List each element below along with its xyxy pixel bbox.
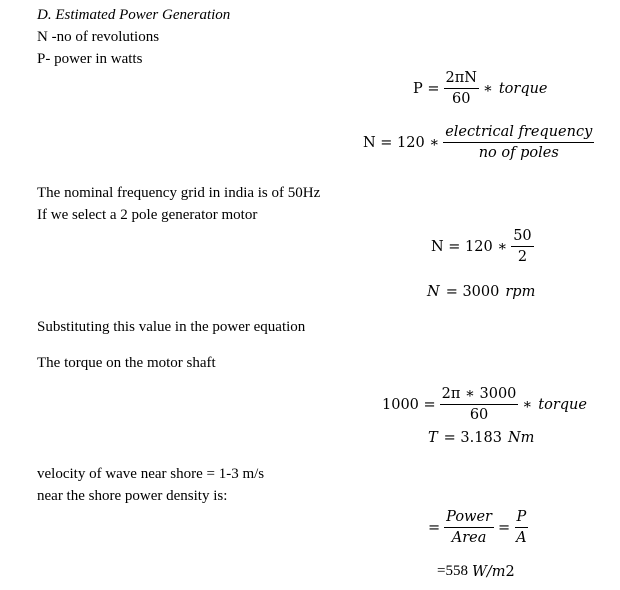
density-denominator-area: Area [451, 530, 487, 546]
power-equation-rhs: torque [498, 80, 548, 97]
torque-result [428, 430, 534, 446]
torque-result-unit: Nm [507, 430, 535, 446]
torque-equation-denominator: 60 [469, 407, 489, 423]
density-numerator-p: P [515, 509, 529, 528]
paragraph-density: near the shore power density is: [37, 488, 228, 504]
density-result-exponent: 2 [505, 563, 515, 580]
speed-result-value: = 3000 [445, 284, 500, 300]
power-equation-lhs: P = [413, 80, 440, 97]
speed-equation-fraction [443, 124, 594, 161]
torque-equation-operator: ∗ [522, 396, 533, 413]
density-result-unit: W/m [471, 563, 506, 580]
speed-equation-lhs: N = 120 ∗ [363, 134, 440, 151]
paragraph-substituting: Substituting this value in the power equation [37, 319, 306, 335]
speed-calc-numerator: 50 [511, 228, 533, 247]
speed-equation [363, 124, 598, 161]
speed-result [427, 284, 535, 300]
density-result-value: =558 [437, 563, 468, 579]
definition-p: P- power in watts [37, 51, 143, 67]
torque-equation-lhs: 1000 = [382, 396, 436, 413]
paragraph-pole: If we select a 2 pole generator motor [37, 207, 258, 223]
density-denominator-a: A [516, 530, 527, 546]
paragraph-velocity: velocity of wave near shore = 1-3 m/s [37, 466, 265, 482]
density-equation-eq1: = [428, 519, 441, 536]
density-fraction-power-area [444, 509, 494, 546]
density-numerator-power: Power [444, 509, 494, 528]
speed-result-lhs: N [427, 284, 440, 300]
power-equation-operator: ∗ [482, 80, 493, 97]
torque-result-value: = 3.183 [443, 430, 502, 446]
torque-equation-numerator: 2π ∗ 3000 [440, 386, 519, 405]
paragraph-torque: The torque on the motor shaft [37, 355, 216, 371]
torque-equation-fraction [440, 386, 519, 423]
speed-calc-fraction [511, 228, 533, 265]
density-result [437, 563, 515, 580]
density-equation-eq2: = [497, 519, 511, 536]
speed-calc-equation [431, 228, 538, 265]
speed-calc-lhs: N = 120 ∗ [431, 238, 508, 255]
speed-equation-numerator: electrical frequency [443, 124, 594, 143]
density-fraction-p-a [514, 509, 528, 546]
power-equation-numerator: 2πN [444, 70, 479, 89]
speed-equation-denominator: no of poles [478, 145, 559, 161]
power-equation-denominator: 60 [452, 91, 471, 107]
torque-result-lhs: T [428, 430, 438, 446]
speed-result-unit: rpm [505, 284, 536, 300]
speed-calc-denominator: 2 [517, 249, 528, 265]
section-heading: D. Estimated Power Generation [37, 7, 231, 23]
definition-n: N -no of revolutions [37, 29, 160, 45]
torque-equation-rhs: torque [538, 396, 587, 413]
paragraph-frequency: The nominal frequency grid in india is of 50Hz [37, 185, 321, 201]
density-equation [428, 509, 533, 546]
power-equation-fraction [444, 70, 479, 107]
torque-equation [382, 386, 587, 423]
power-equation [413, 70, 548, 107]
